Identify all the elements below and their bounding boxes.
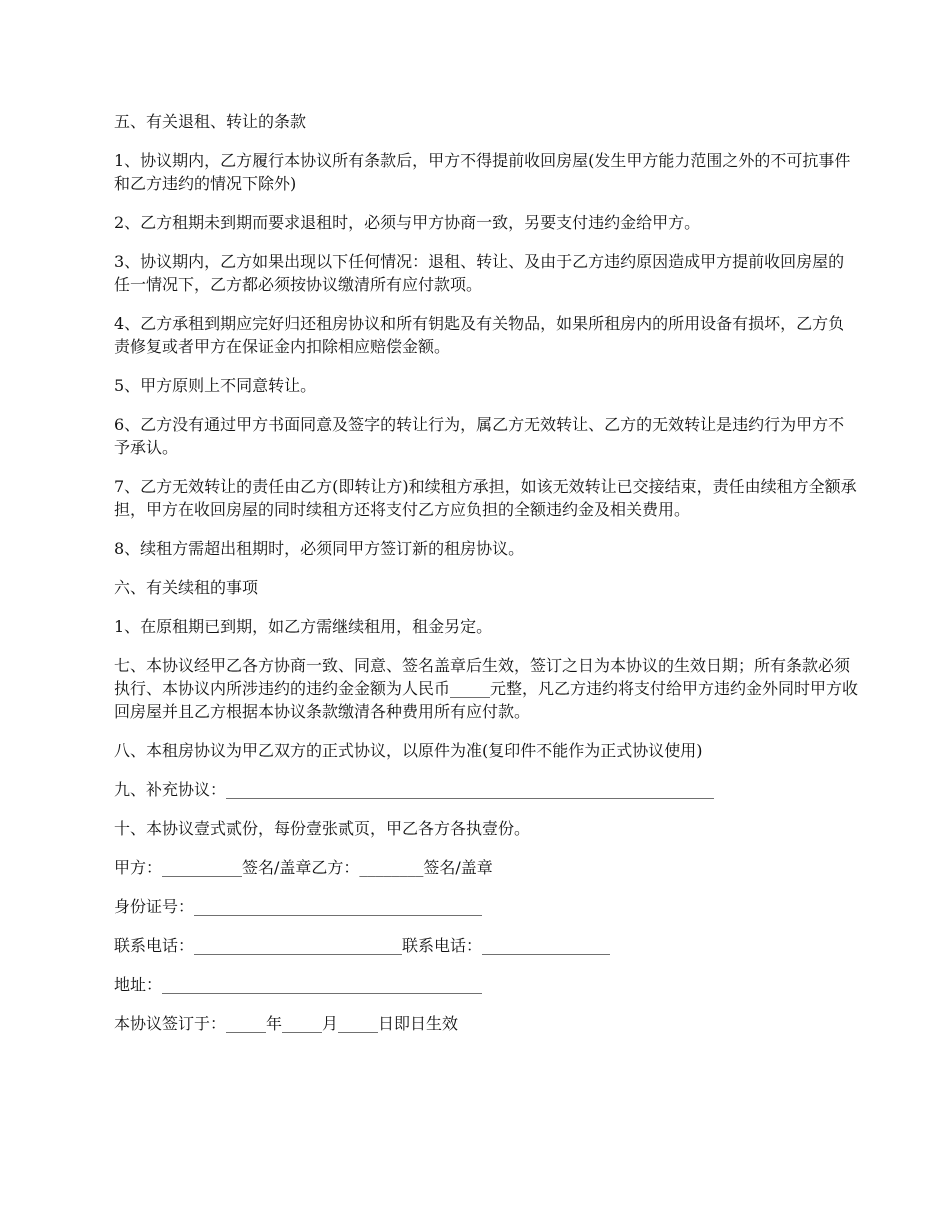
clause-5-3: 3、协议期内，乙方如果出现以下任何情况：退租、转让、及由于乙方违约原因造成甲方提前收回房屋的任一情况下，乙方都必须按协议缴清所有应付款项。 — [114, 252, 845, 294]
clause-6-1: 1、在原租期已到期，如乙方需继续租用，租金另定。 — [114, 617, 493, 636]
section-7: 七、本协议经甲乙各方协商一致、同意、签名盖章后生效，签订之日为本协议的生效日期；所有条款必须执行、本协议内所涉违约的违约金金额为人民币_____元整，凡乙方违约将支付给甲方违约金外同时甲方收回房屋并且乙方根据本协议条款缴清各种费用所有应付款。 — [114, 656, 859, 721]
section-10: 十、本协议壹式贰份，每份壹张贰页，甲乙各方各执壹份。 — [114, 819, 531, 838]
clause-5-5: 5、甲方原则上不同意转让。 — [114, 376, 317, 395]
section-5-heading: 五、有关退租、转让的条款 — [114, 112, 307, 131]
id-number-line: 身份证号：____________________________________ — [114, 897, 483, 916]
clause-5-8: 8、续租方需超出租期时，必须同甲方签订新的租房协议。 — [114, 539, 525, 558]
clause-5-4: 4、乙方承租到期应完好归还租房协议和所有钥匙及有关物品，如果所租房内的所用设备有损坏，乙方负责修复或者甲方在保证金内扣除相应赔偿金额。 — [114, 314, 845, 356]
phone-line: 联系电话：__________________________联系电话：________________ — [114, 936, 611, 955]
clause-5-1: 1、协议期内，乙方履行本协议所有条款后，甲方不得提前收回房屋(发生甲方能力范围之外的不可抗事件和乙方违约的情况下除外) — [114, 151, 851, 193]
signing-date-line: 本协议签订于：_____年_____月_____日即日生效 — [114, 1014, 459, 1033]
clause-5-6: 6、乙方没有通过甲方书面同意及签字的转让行为，属乙方无效转让、乙方的无效转让是违约行为甲方不予承认。 — [114, 415, 845, 457]
clause-5-2: 2、乙方租期未到期而要求退租时，必须与甲方协商一致，另要支付违约金给甲方。 — [114, 213, 701, 232]
section-6-heading: 六、有关续租的事项 — [114, 578, 259, 597]
signature-line: 甲方：__________签名/盖章乙方：________签名/盖章 — [114, 858, 493, 877]
address-line: 地址：________________________________________ — [114, 975, 483, 994]
clause-5-7: 7、乙方无效转让的责任由乙方(即转让方)和续租方承担，如该无效转让已交接结束，责任由续租方全额承担，甲方在收回房屋的同时续租方还将支付乙方应负担的全额违约金及相关费用。 — [114, 477, 857, 519]
section-8: 八、本租房协议为甲乙双方的正式协议，以原件为准(复印件不能作为正式协议使用) — [114, 741, 703, 760]
section-9-supplement: 九、补充协议：_____________________________________________________________ — [114, 780, 715, 799]
